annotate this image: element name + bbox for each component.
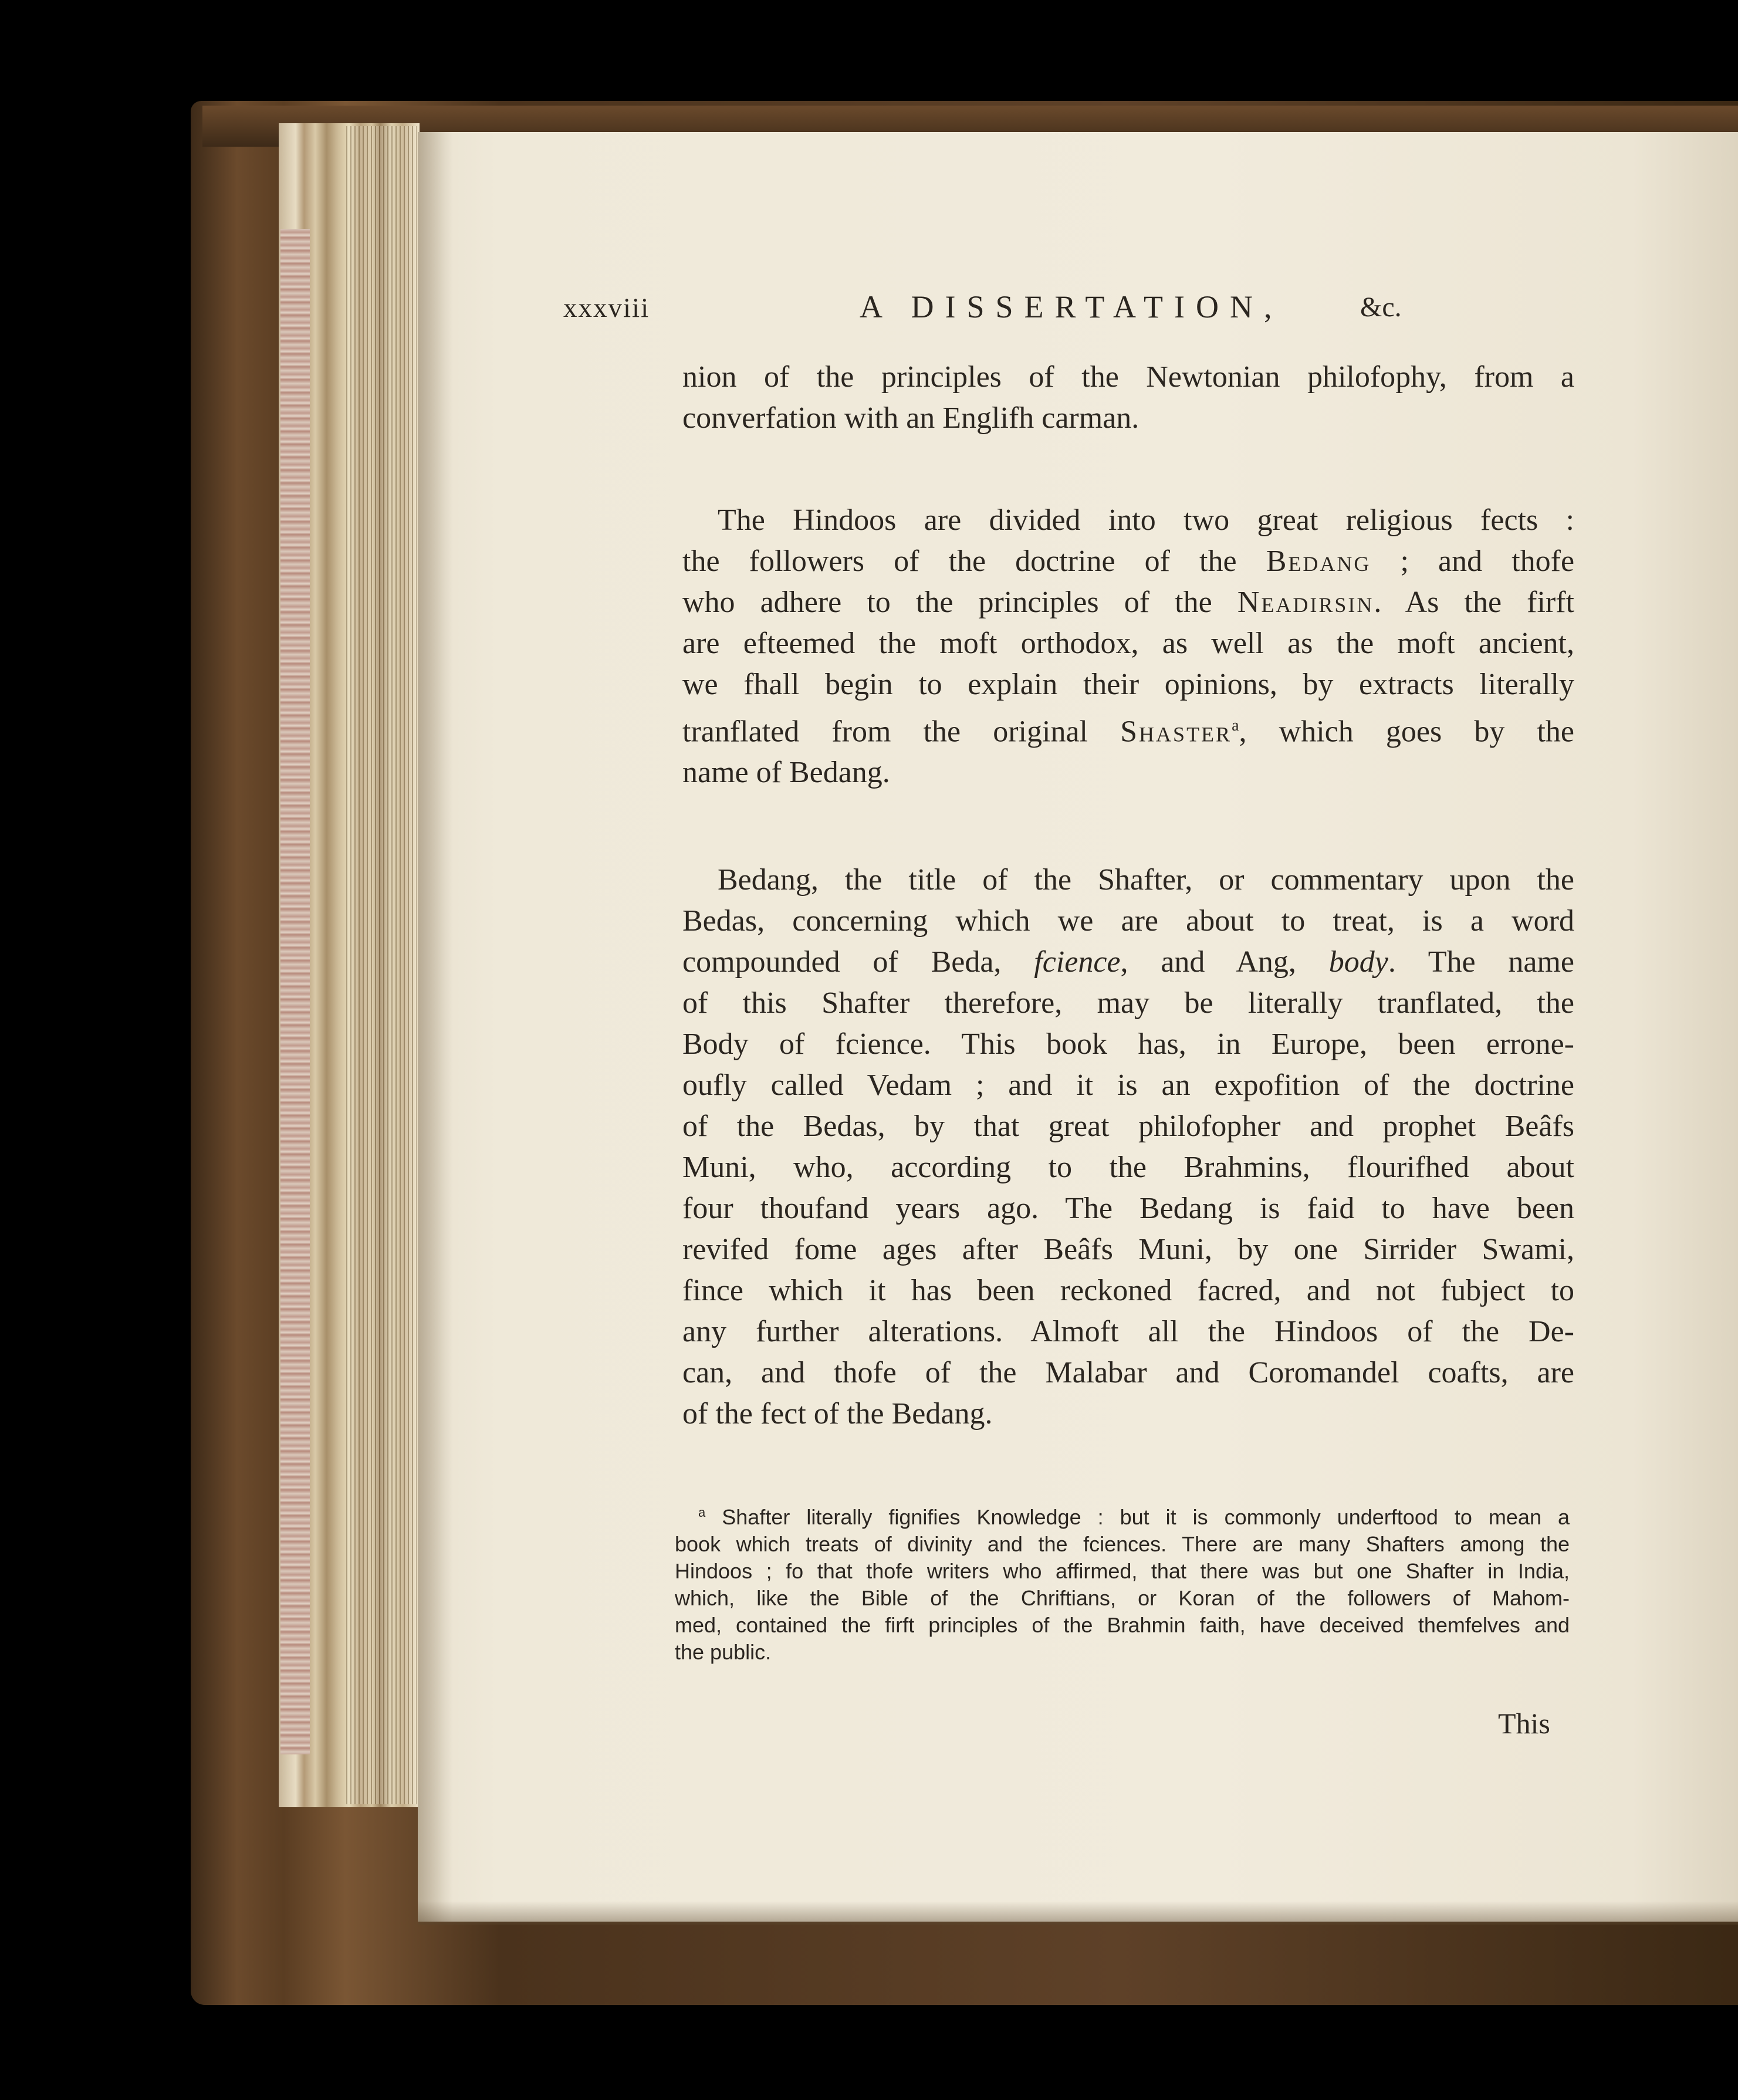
paragraph-3	[682, 860, 1574, 1435]
footnote-line: Hindoos ; fo that thofe writers who affirmed, that there was but one Shafter in India,	[675, 1559, 1570, 1583]
footnote-line: which, like the Bible of the Chriftians, or Koran of the followers of Mahom-	[675, 1586, 1570, 1610]
gutter-shadow	[418, 132, 453, 1922]
paragraph-3-line: Bedang, the title of the Shafter, or commentary upon the	[718, 863, 1574, 897]
footnote	[675, 1499, 1570, 1666]
page-number: xxxviii	[563, 293, 650, 323]
paragraph-2	[682, 500, 1574, 793]
paragraph-3-line: of this Shafter therefore, may be literally tranflated, the	[682, 986, 1574, 1020]
paragraph-3-line: oufly called Vedam ; and it is an expofition of the doctrine	[682, 1068, 1574, 1102]
page-bottom-shadow	[418, 1901, 1738, 1925]
paragraph-2-line: the followers of the doctrine of the Bedang ; and thofe	[682, 545, 1575, 578]
paragraph-2-line: we fhall begin to explain their opinions, by extracts literally	[682, 668, 1574, 701]
footnote-line: med, contained the firft principles of the Brahmin faith, have deceived themfelves and	[675, 1613, 1570, 1637]
footnote-reference: a	[1232, 716, 1239, 735]
catchword: This	[1498, 1707, 1550, 1740]
paragraph-2-line: are efteemed the moft orthodox, as well as the moft ancient,	[682, 627, 1574, 660]
paragraph-2-line: The Hindoos are divided into two great religious fects :	[718, 503, 1574, 537]
paragraph-2-line: who adhere to the principles of the Neadirsin. As the firft	[682, 586, 1575, 619]
paragraph-3-line: four thoufand years ago. The Bedang is faid to have been	[682, 1192, 1574, 1225]
paragraph-3-line: revifed fome ages after Beâfs Muni, by one Sirrider Swami,	[682, 1233, 1574, 1266]
running-head: A DISSERTATION,	[860, 289, 1283, 324]
running-head-etc: &c.	[1360, 292, 1402, 323]
footnote-line: $^a$ Shafter literally fignifies Knowledge : but it is commonly underftood to mean a	[698, 1505, 1570, 1529]
paragraph-2-line: tranflated from the original Shaster$^a$, which goes by the	[682, 715, 1574, 749]
paragraph-1	[682, 357, 1574, 439]
paragraph-2-line: name of Bedang.	[682, 756, 890, 790]
paragraph-3-line: compounded of Beda, fcience, and Ang, body. The name	[682, 945, 1574, 979]
footnote-line: the public.	[675, 1640, 772, 1664]
paragraph-3-line: of the Bedas, by that great philofopher and prophet Beâfs	[682, 1110, 1574, 1143]
footnote-line: book which treats of divinity and the fciences. There are many Shafters among the	[675, 1532, 1570, 1556]
paragraph-3-line: of the fect of the Bedang.	[682, 1397, 993, 1431]
paragraph-3-line: Body of fcience. This book has, in Europe, been errone-	[682, 1027, 1574, 1061]
paragraph-1-line: converfation with an Englifh carman.	[682, 401, 1139, 435]
paragraph-3-line: any further alterations. Almoft all the Hindoos of the De-	[682, 1315, 1574, 1348]
footnote-marker: a	[698, 1505, 706, 1520]
paragraph-1-line: nion of the principles of the Newtonian philofophy, from a	[682, 360, 1574, 394]
paragraph-3-line: Bedas, concerning which we are about to treat, is a word	[682, 904, 1574, 938]
marbled-fore-edge	[280, 229, 310, 1754]
paragraph-3-line: Muni, who, according to the Brahmins, flourifhed about	[682, 1151, 1574, 1184]
paragraph-3-line: can, and thofe of the Malabar and Coromandel coafts, are	[682, 1356, 1574, 1389]
paragraph-3-line: fince which it has been reckoned facred, and not fubject to	[682, 1274, 1574, 1307]
page-edge-lines	[346, 126, 417, 1804]
